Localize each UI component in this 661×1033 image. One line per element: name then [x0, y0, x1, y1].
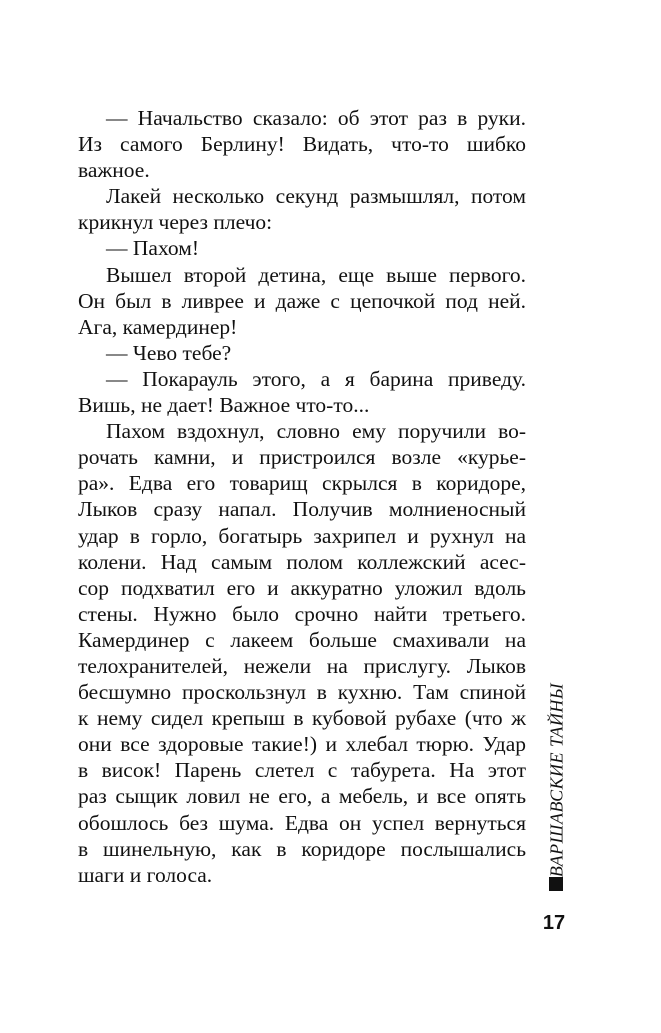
- text-line: Он был в ливрее и даже с цепочкой под ней.: [78, 288, 526, 313]
- text-line: Ага, камердинер!: [78, 314, 238, 339]
- text-line: Пахом вздохнул, словно ему поручили во-: [106, 419, 526, 444]
- text-line: в шинельную, как в коридоре послышались: [78, 836, 526, 861]
- text-line: Камердинер с лакеем больше смахивали на: [78, 627, 526, 652]
- body-text: [78, 105, 526, 888]
- text-line: Вишь, не дает! Важное что-то...: [78, 393, 370, 418]
- text-line: шаги и голоса.: [78, 862, 213, 887]
- text-line: — Чево тебе?: [106, 340, 232, 365]
- text-line: Вышел второй детина, еще выше первого.: [106, 262, 526, 287]
- series-title: [545, 680, 569, 880]
- text-line: колени. Над самым полом коллежский асес-: [78, 549, 526, 574]
- text-line: они все здоровые такие!) и хлебал тюрю. Удар: [78, 732, 526, 757]
- text-line: в висок! Парень слетел с табурета. На этот: [78, 758, 526, 783]
- text-line: Из самого Берлину! Видать, что-то шибко: [78, 132, 526, 157]
- text-line: важное.: [78, 158, 150, 183]
- text-line: бесшумно проскользнул в кухню. Там спиной: [78, 680, 526, 705]
- text-line: раз сыщик ловил не его, а мебель, и все опять: [78, 784, 526, 809]
- text-line: к нему сидел крепыш в кубовой рубахе (что ж: [78, 706, 526, 731]
- series-title-text: ВАРШАВСКИЕ ТАЙНЫ: [546, 682, 567, 878]
- text-line: сор подхватил его и аккуратно уложил вдоль: [78, 575, 526, 600]
- black-square-marker: [549, 877, 563, 891]
- text-line: крикнул через плечо:: [78, 210, 273, 235]
- text-line: ра». Едва его товарищ скрылся в коридоре,: [78, 471, 526, 496]
- text-line: телохранителей, нежели на прислугу. Лыков: [78, 653, 526, 678]
- text-line: Лыков сразу напал. Получив молниеносный: [78, 497, 526, 522]
- text-line: рочать камни, и пристроился возле «курье-: [78, 445, 526, 470]
- page-number: 17: [542, 912, 566, 934]
- text-line: обошлось без шума. Едва он успел вернуться: [78, 810, 526, 835]
- text-line: — Пахом!: [106, 236, 199, 261]
- text-line: — Покарауль этого, а я барина приведу.: [106, 366, 526, 391]
- text-line: стены. Нужно было срочно найти третьего.: [78, 601, 526, 626]
- text-line: — Начальство сказало: об этот раз в руки.: [106, 106, 526, 130]
- text-line: удар в горло, богатырь захрипел и рухнул на: [78, 523, 526, 548]
- text-line: Лакей несколько секунд размышлял, потом: [106, 184, 526, 209]
